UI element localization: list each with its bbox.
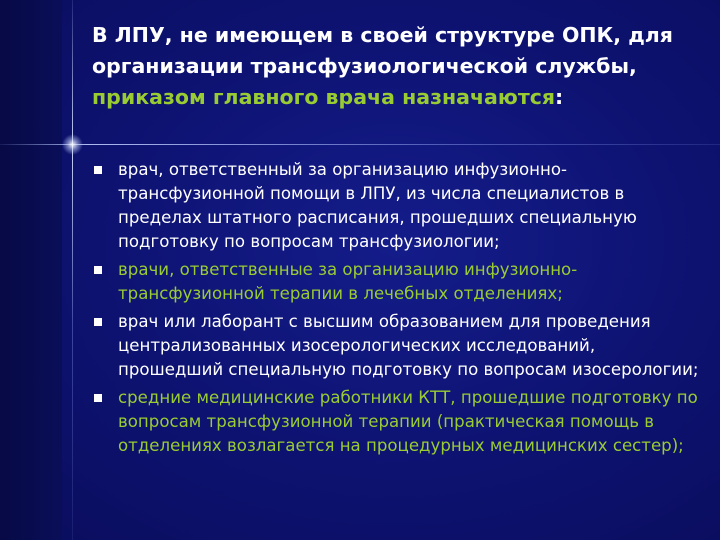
square-bullet-icon	[94, 394, 102, 402]
left-decor-band	[0, 0, 62, 540]
list-item	[92, 386, 704, 458]
vertical-decor-line	[72, 0, 73, 540]
horizontal-decor-line	[0, 144, 720, 145]
list-item	[92, 258, 704, 306]
list-item	[92, 158, 704, 254]
square-bullet-icon	[94, 318, 102, 326]
slide-title	[92, 20, 702, 113]
bullet-text: врачи, ответственные за организацию инфузионно-трансфузионной терапии в лечебных отделениях;	[118, 260, 578, 303]
bullet-list	[92, 158, 704, 462]
square-bullet-icon	[94, 166, 102, 174]
title-accent-text: приказом главного врача назначаются	[92, 85, 556, 109]
bullet-text: врач или лаборант с высшим образованием для проведения централизованных изосерологических исследований, прошедший специальную подготовку по вопросам изосерологии;	[118, 312, 699, 379]
title-colon: :	[555, 85, 564, 109]
sparkle-icon	[62, 134, 83, 155]
bullet-text: средние медицинские работники КТТ, прошедшие подготовку по вопросам трансфузионной терапии (практическая помощь в отделениях возлагается на процедурных медицинских сестер);	[118, 388, 698, 455]
bullet-text: врач, ответственный за организацию инфузионно-трансфузионной помощи в ЛПУ, из числа специалистов в пределах штатного расписания, прошедших специальную подготовку по вопросам трансфузиологии;	[118, 160, 637, 251]
square-bullet-icon	[94, 266, 102, 274]
list-item	[92, 310, 704, 382]
title-text: В ЛПУ, не имеющем в своей структуре ОПК, для организации трансфузиологической службы,	[92, 23, 673, 78]
